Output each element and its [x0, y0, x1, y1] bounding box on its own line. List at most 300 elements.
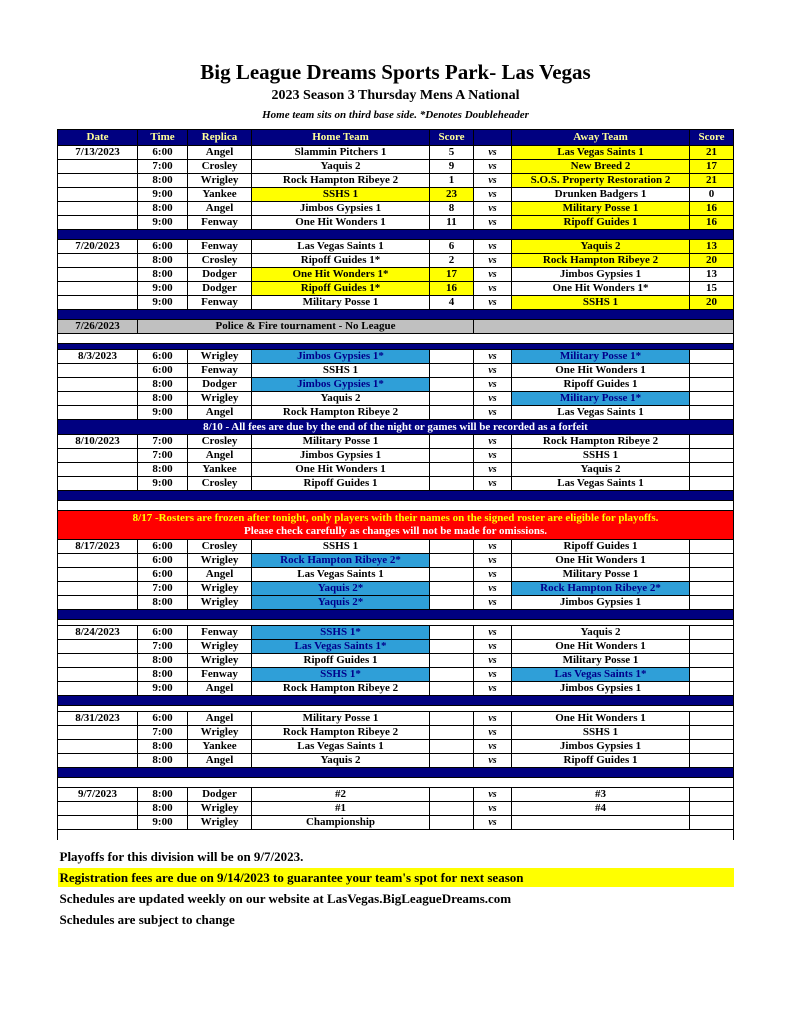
game-row [58, 682, 734, 696]
home-score-cell [430, 477, 474, 491]
away-team-cell: Ripoff Guides 1 [512, 540, 690, 554]
vs-cell: vs [474, 240, 512, 254]
home-team-note: Home team sits on third base side. *Denotes Doubleheader [262, 109, 529, 121]
away-team-cell: Jimbos Gypsies 1 [512, 740, 690, 754]
away-score-cell [690, 726, 734, 740]
home-team-cell: Jimbos Gypsies 1* [252, 350, 430, 364]
date-cell [58, 682, 138, 696]
home-team-cell: Jimbos Gypsies 1* [252, 378, 430, 392]
date-cell [58, 582, 138, 596]
replica-cell: Wrigley [188, 392, 252, 406]
away-score-cell [690, 406, 734, 420]
date-cell [58, 268, 138, 282]
col-header-home-team: Home Team [252, 130, 430, 146]
replica-cell: Wrigley [188, 802, 252, 816]
home-score-cell [430, 712, 474, 726]
away-team-cell: Yaquis 2 [512, 240, 690, 254]
game-row [58, 174, 734, 188]
away-score-cell [690, 668, 734, 682]
vs-cell: vs [474, 449, 512, 463]
date-cell [58, 802, 138, 816]
time-cell: 7:00 [138, 435, 188, 449]
vs-cell: vs [474, 254, 512, 268]
time-cell: 9:00 [138, 188, 188, 202]
date-cell: 8/10/2023 [58, 435, 138, 449]
separator-row [58, 230, 734, 240]
game-row [58, 554, 734, 568]
away-score-cell: 20 [690, 296, 734, 310]
away-score-cell [690, 350, 734, 364]
replica-cell: Yankee [188, 463, 252, 477]
game-row [58, 435, 734, 449]
away-team-cell: One Hit Wonders 1* [512, 282, 690, 296]
home-score-cell [430, 668, 474, 682]
home-team-cell: Ripoff Guides 1* [252, 254, 430, 268]
away-team-cell [512, 816, 690, 830]
date-cell [58, 816, 138, 830]
home-score-cell: 11 [430, 216, 474, 230]
col-header-home-score: Score [430, 130, 474, 146]
home-team-cell: Ripoff Guides 1* [252, 282, 430, 296]
home-team-cell: SSHS 1 [252, 188, 430, 202]
away-team-cell: Military Posse 1 [512, 568, 690, 582]
tournament-notice-row [58, 320, 734, 334]
separator-band [58, 491, 734, 501]
time-cell: 7:00 [138, 726, 188, 740]
time-cell: 7:00 [138, 449, 188, 463]
replica-cell: Wrigley [188, 640, 252, 654]
vs-cell: vs [474, 406, 512, 420]
game-row [58, 712, 734, 726]
away-team-cell: Yaquis 2 [512, 463, 690, 477]
home-team-cell: Rock Hampton Ribeye 2 [252, 682, 430, 696]
home-team-cell: #2 [252, 788, 430, 802]
date-cell: 8/31/2023 [58, 712, 138, 726]
vs-cell: vs [474, 788, 512, 802]
game-row [58, 282, 734, 296]
game-row [58, 254, 734, 268]
game-row [58, 449, 734, 463]
home-team-cell: SSHS 1 [252, 364, 430, 378]
time-cell: 6:00 [138, 240, 188, 254]
time-cell: 6:00 [138, 568, 188, 582]
time-cell: 8:00 [138, 463, 188, 477]
column-header-row [58, 130, 734, 146]
away-team-cell: Military Posse 1 [512, 654, 690, 668]
separator-band [58, 768, 734, 778]
replica-cell: Wrigley [188, 816, 252, 830]
away-score-cell: 16 [690, 202, 734, 216]
away-score-cell [690, 596, 734, 610]
date-cell: 8/3/2023 [58, 350, 138, 364]
game-row [58, 640, 734, 654]
home-team-cell: Ripoff Guides 1 [252, 654, 430, 668]
away-team-cell: Drunken Badgers 1 [512, 188, 690, 202]
vs-cell: vs [474, 216, 512, 230]
away-score-cell: 13 [690, 268, 734, 282]
footer [58, 847, 734, 929]
roster-notice-line2: Please check carefully as changes will not be made for omissions. [244, 525, 547, 537]
separator-row [58, 310, 734, 320]
away-score-cell [690, 477, 734, 491]
away-team-cell: Military Posse 1* [512, 350, 690, 364]
date-cell [58, 378, 138, 392]
date-cell [58, 188, 138, 202]
vs-cell: vs [474, 435, 512, 449]
away-team-cell: Jimbos Gypsies 1 [512, 682, 690, 696]
time-cell: 8:00 [138, 202, 188, 216]
replica-cell: Fenway [188, 240, 252, 254]
replica-cell: Angel [188, 202, 252, 216]
replica-cell: Angel [188, 406, 252, 420]
away-team-cell: Las Vegas Saints 1* [512, 668, 690, 682]
time-cell: 7:00 [138, 582, 188, 596]
home-team-cell: SSHS 1 [252, 540, 430, 554]
replica-cell: Crosley [188, 540, 252, 554]
separator-row [58, 491, 734, 501]
roster-notice-cell [58, 511, 734, 540]
home-team-cell: SSHS 1* [252, 626, 430, 640]
home-score-cell: 2 [430, 254, 474, 268]
date-cell [58, 568, 138, 582]
away-score-cell [690, 740, 734, 754]
replica-cell: Angel [188, 754, 252, 768]
tournament-notice-text: Police & Fire tournament - No League [138, 320, 474, 334]
home-team-cell: Championship [252, 816, 430, 830]
away-score-cell: 13 [690, 240, 734, 254]
footer-line: Schedules are updated weekly on our website at LasVegas.BigLeagueDreams.com [59, 890, 512, 906]
replica-cell: Crosley [188, 160, 252, 174]
replica-cell: Yankee [188, 740, 252, 754]
vs-cell: vs [474, 582, 512, 596]
game-row [58, 160, 734, 174]
date-cell [58, 392, 138, 406]
away-team-cell: Rock Hampton Ribeye 2 [512, 435, 690, 449]
away-score-cell: 21 [690, 146, 734, 160]
fees-notice-row [58, 420, 734, 435]
time-cell: 6:00 [138, 540, 188, 554]
home-score-cell: 8 [430, 202, 474, 216]
blank-band [58, 830, 734, 840]
date-cell [58, 202, 138, 216]
vs-cell: vs [474, 816, 512, 830]
away-team-cell: #3 [512, 788, 690, 802]
vs-cell: vs [474, 754, 512, 768]
home-team-cell: One Hit Wonders 1* [252, 268, 430, 282]
home-team-cell: Rock Hampton Ribeye 2* [252, 554, 430, 568]
vs-cell: vs [474, 626, 512, 640]
game-row [58, 146, 734, 160]
replica-cell: Fenway [188, 296, 252, 310]
away-team-cell: Las Vegas Saints 1 [512, 477, 690, 491]
col-header-away-score: Score [690, 130, 734, 146]
col-header-time: Time [138, 130, 188, 146]
away-score-cell [690, 682, 734, 696]
home-score-cell: 4 [430, 296, 474, 310]
away-team-cell: Rock Hampton Ribeye 2* [512, 582, 690, 596]
time-cell: 8:00 [138, 740, 188, 754]
blank-row [58, 830, 734, 840]
home-score-cell: 6 [430, 240, 474, 254]
blank-band [58, 778, 734, 788]
away-score-cell [690, 435, 734, 449]
game-row [58, 406, 734, 420]
col-header-replica: Replica [188, 130, 252, 146]
away-score-cell [690, 788, 734, 802]
vs-cell: vs [474, 146, 512, 160]
vs-cell: vs [474, 712, 512, 726]
date-cell [58, 364, 138, 378]
away-team-cell: Jimbos Gypsies 1 [512, 268, 690, 282]
away-team-cell: Yaquis 2 [512, 626, 690, 640]
replica-cell: Wrigley [188, 350, 252, 364]
time-cell: 7:00 [138, 640, 188, 654]
away-team-cell: One Hit Wonders 1 [512, 554, 690, 568]
page-subtitle: 2023 Season 3 Thursday Mens A National [271, 88, 520, 103]
away-score-cell [690, 816, 734, 830]
vs-cell: vs [474, 554, 512, 568]
away-score-cell [690, 554, 734, 568]
home-score-cell: 16 [430, 282, 474, 296]
away-team-cell: Military Posse 1 [512, 202, 690, 216]
separator-band [58, 610, 734, 620]
time-cell: 8:00 [138, 268, 188, 282]
away-team-cell: Jimbos Gypsies 1 [512, 596, 690, 610]
time-cell: 6:00 [138, 350, 188, 364]
home-score-cell [430, 554, 474, 568]
date-cell [58, 174, 138, 188]
home-team-cell: Las Vegas Saints 1 [252, 740, 430, 754]
time-cell: 6:00 [138, 712, 188, 726]
time-cell: 9:00 [138, 816, 188, 830]
date-cell [58, 668, 138, 682]
date-cell [58, 449, 138, 463]
home-score-cell: 23 [430, 188, 474, 202]
game-row [58, 477, 734, 491]
home-team-cell: Las Vegas Saints 1 [252, 568, 430, 582]
replica-cell: Wrigley [188, 582, 252, 596]
home-team-cell: SSHS 1* [252, 668, 430, 682]
replica-cell: Angel [188, 146, 252, 160]
time-cell: 9:00 [138, 216, 188, 230]
home-score-cell [430, 449, 474, 463]
home-team-cell: #1 [252, 802, 430, 816]
away-team-cell: One Hit Wonders 1 [512, 364, 690, 378]
away-score-cell [690, 568, 734, 582]
vs-cell: vs [474, 282, 512, 296]
game-row [58, 802, 734, 816]
game-row [58, 654, 734, 668]
schedule-table-head [58, 130, 734, 146]
date-cell [58, 726, 138, 740]
game-row [58, 202, 734, 216]
date-cell: 7/13/2023 [58, 146, 138, 160]
home-score-cell: 17 [430, 268, 474, 282]
away-score-cell [690, 802, 734, 816]
replica-cell: Crosley [188, 435, 252, 449]
vs-cell: vs [474, 640, 512, 654]
home-score-cell [430, 406, 474, 420]
game-row [58, 754, 734, 768]
date-cell [58, 477, 138, 491]
date-cell [58, 754, 138, 768]
time-cell: 7:00 [138, 160, 188, 174]
game-row [58, 392, 734, 406]
game-row [58, 364, 734, 378]
home-team-cell: Jimbos Gypsies 1 [252, 202, 430, 216]
footer-line: Schedules are subject to change [59, 911, 235, 927]
date-cell [58, 463, 138, 477]
away-team-cell: SSHS 1 [512, 726, 690, 740]
vs-cell: vs [474, 174, 512, 188]
date-cell [58, 654, 138, 668]
date-cell [58, 596, 138, 610]
home-score-cell [430, 392, 474, 406]
away-team-cell: SSHS 1 [512, 296, 690, 310]
home-score-cell: 9 [430, 160, 474, 174]
replica-cell: Wrigley [188, 654, 252, 668]
home-team-cell: Rock Hampton Ribeye 2 [252, 406, 430, 420]
game-row [58, 596, 734, 610]
game-row [58, 296, 734, 310]
vs-cell: vs [474, 202, 512, 216]
replica-cell: Fenway [188, 668, 252, 682]
home-score-cell [430, 640, 474, 654]
time-cell: 8:00 [138, 802, 188, 816]
time-cell: 8:00 [138, 378, 188, 392]
away-score-cell: 16 [690, 216, 734, 230]
away-team-cell: Las Vegas Saints 1 [512, 146, 690, 160]
time-cell: 9:00 [138, 477, 188, 491]
blank-row [58, 334, 734, 344]
home-score-cell [430, 726, 474, 740]
home-score-cell [430, 350, 474, 364]
date-cell [58, 740, 138, 754]
replica-cell: Angel [188, 712, 252, 726]
home-score-cell [430, 654, 474, 668]
away-team-cell: #4 [512, 802, 690, 816]
home-team-cell: Yaquis 2* [252, 596, 430, 610]
replica-cell: Crosley [188, 254, 252, 268]
vs-cell: vs [474, 160, 512, 174]
home-team-cell: Las Vegas Saints 1* [252, 640, 430, 654]
schedule-table [57, 129, 734, 840]
home-score-cell [430, 435, 474, 449]
time-cell: 9:00 [138, 282, 188, 296]
game-row [58, 463, 734, 477]
home-score-cell [430, 378, 474, 392]
vs-cell: vs [474, 654, 512, 668]
replica-cell: Fenway [188, 216, 252, 230]
time-cell: 9:00 [138, 406, 188, 420]
away-team-cell: Ripoff Guides 1 [512, 378, 690, 392]
home-score-cell [430, 463, 474, 477]
col-header-vs [474, 130, 512, 146]
time-cell: 6:00 [138, 364, 188, 378]
replica-cell: Wrigley [188, 726, 252, 740]
away-score-cell: 17 [690, 160, 734, 174]
vs-cell: vs [474, 568, 512, 582]
replica-cell: Dodger [188, 378, 252, 392]
replica-cell: Fenway [188, 626, 252, 640]
blank-band [58, 334, 734, 344]
home-score-cell [430, 682, 474, 696]
vs-cell: vs [474, 378, 512, 392]
vs-cell: vs [474, 740, 512, 754]
away-team-cell: New Breed 2 [512, 160, 690, 174]
date-cell: 8/17/2023 [58, 540, 138, 554]
replica-cell: Angel [188, 568, 252, 582]
home-score-cell: 5 [430, 146, 474, 160]
away-score-cell: 20 [690, 254, 734, 268]
time-cell: 6:00 [138, 146, 188, 160]
footer-line: Playoffs for this division will be on 9/7/2023. [59, 848, 304, 864]
home-team-cell: Yaquis 2 [252, 754, 430, 768]
col-header-date: Date [58, 130, 138, 146]
date-cell: 9/7/2023 [58, 788, 138, 802]
blank-row [58, 778, 734, 788]
time-cell: 8:00 [138, 754, 188, 768]
away-score-cell [690, 640, 734, 654]
home-score-cell [430, 802, 474, 816]
vs-cell: vs [474, 350, 512, 364]
blank-band [58, 501, 734, 511]
vs-cell: vs [474, 268, 512, 282]
game-row [58, 350, 734, 364]
separator-band [58, 230, 734, 240]
vs-cell: vs [474, 540, 512, 554]
time-cell: 8:00 [138, 254, 188, 268]
vs-cell: vs [474, 802, 512, 816]
vs-cell: vs [474, 188, 512, 202]
game-row [58, 788, 734, 802]
date-cell [58, 296, 138, 310]
replica-cell: Yankee [188, 188, 252, 202]
away-team-cell: Las Vegas Saints 1 [512, 406, 690, 420]
separator-row [58, 610, 734, 620]
time-cell: 9:00 [138, 296, 188, 310]
date-cell [58, 406, 138, 420]
roster-notice-line1: 8/17 -Rosters are frozen after tonight, only players with their names on the signed roster are eligible for playoffs. [132, 512, 659, 524]
game-row [58, 378, 734, 392]
replica-cell: Angel [188, 449, 252, 463]
time-cell: 9:00 [138, 682, 188, 696]
tournament-notice-filler [474, 320, 734, 334]
replica-cell: Wrigley [188, 596, 252, 610]
date-cell [58, 554, 138, 568]
away-score-cell [690, 712, 734, 726]
replica-cell: Dodger [188, 268, 252, 282]
date-cell [58, 640, 138, 654]
game-row [58, 726, 734, 740]
game-row [58, 240, 734, 254]
separator-row [58, 696, 734, 706]
home-score-cell [430, 364, 474, 378]
home-team-cell: Ripoff Guides 1 [252, 477, 430, 491]
away-score-cell [690, 449, 734, 463]
vs-cell: vs [474, 477, 512, 491]
game-row [58, 816, 734, 830]
away-score-cell [690, 392, 734, 406]
home-team-cell: Rock Hampton Ribeye 2 [252, 726, 430, 740]
home-team-cell: Military Posse 1 [252, 296, 430, 310]
home-team-cell: Las Vegas Saints 1 [252, 240, 430, 254]
away-team-cell: Military Posse 1* [512, 392, 690, 406]
date-cell: 8/24/2023 [58, 626, 138, 640]
date-cell [58, 254, 138, 268]
home-team-cell: Jimbos Gypsies 1 [252, 449, 430, 463]
home-team-cell: One Hit Wonders 1 [252, 463, 430, 477]
